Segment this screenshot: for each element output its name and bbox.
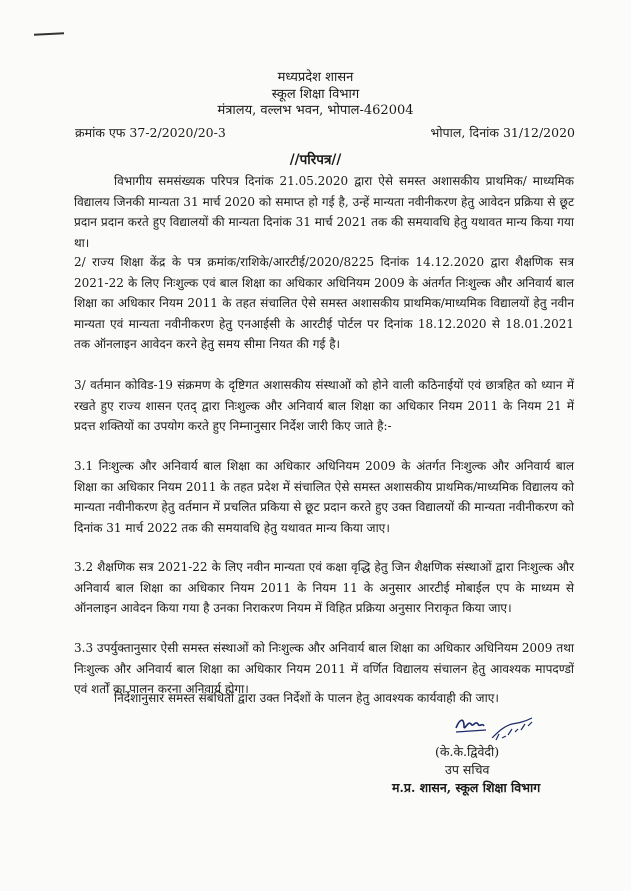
paragraph-3-2: 3.2 शैक्षणिक सत्र 2021-22 के लिए नवीन मान्यता एवं कक्षा वृद्धि हेतु जिन शैक्षणिक संस्थाओं द्वारा निःशुल्क और अनिवार्य बाल शिक्षा का अधिकार नियम 2011 के नियम 11 के अनुसार आरटीई मोबाईल एप के माध्यम से ऑनलाइन आवेदन किया गया है उनका निराकरण नियम में विहित प्रक्रिया अनुसार निराकृत किया जाए। (74, 560, 574, 615)
paragraph-3-1: 3.1 निःशुल्क और अनिवार्य बाल शिक्षा का अधिकार अधिनियम 2009 के अंतर्गत निःशुल्क और अनिवार्य बाल शिक्षा का अधिकार नियम 2011 के तहत प्रदेश में संचालित ऐसे समस्त अशासकीय प्राथमिक/माध्यमिक विद्यालय को मान्यता नवीनीकरण हेतु वर्तमान में प्रचलित प्रकिया से छूट प्रदान करते हुए उक्त विद्यालयों की मान्यता नवीनीकरण को दिनांक 31 मार्च 2022 तक की समयावधि हेतु यथावत मान्य किया जाए। (74, 459, 574, 535)
paragraph-3-3: 3.3 उपर्युक्तानुसार ऐसी समस्त संस्थाओं को निःशुल्क और अनिवार्य बाल शिक्षा का अधिकार अधिनियम 2009 तथा निःशुल्क और अनिवार्य बाल शिक्षा का अधिकार नियम 2011 में वर्णित विद्यालय संचालन हेतु आवश्यक मापदण्डों एवं शर्तों का पालन करना अनिवार्य होगा। (74, 641, 574, 696)
letterhead-department: स्कूल शिक्षा विभाग (271, 86, 360, 102)
letterhead-government: मध्यप्रदेश शासन (277, 70, 354, 85)
signatory-name: (के.के.द्विवेदी) (435, 744, 500, 759)
pen-mark (34, 32, 64, 36)
letterhead-address: मंत्रालय, वल्लभ भवन, भोपाल-462004 (217, 103, 414, 118)
paragraph-2: 2/ राज्य शिक्षा केंद्र के पत्र क्रमांक/राशिके/आरटीई/2020/8225 दिनांक 14.12.2020 द्वारा शैक्षणिक सत्र 2021-22 के लिए निःशुल्क एवं बाल शिक्षा का अधिकार अधिनियम 2009 के अंतर्गत निःशुल्क और अनिवार्य बाल शिक्षा का अधिकार नियम 2011 के तहत संचालित ऐसे समस्त अशासकीय प्राथमिक/माध्यमिक विद्यालयों हेतु नवीन मान्यता एवं मान्यता नवीनीकरण हेतु एनआईसी के आरटीई पोर्टल पर दिनांक 18.12.2020 से 18.01.2021 तक ऑनलाइन आवेदन करने हेतु समय सीमा नियत की गई है। (74, 255, 574, 351)
letterhead (0, 70, 631, 120)
subject-heading: //परिपत्र// (289, 152, 342, 168)
paragraph-3: 3/ वर्तमान कोविड-19 संक्रमण के दृष्टिगत अशासकीय संस्थाओं को होने वाली कठिनाईयों एवं छात्रहित को ध्यान में रखते हुए राज्य शासन एतद् द्वारा निःशुल्क और अनिवार्य बाल शिक्षा का अधिकार नियम 2011 के नियम 21 में प्रदत्त शक्तियों का उपयोग करते हुए निम्नानुसार निर्देश जारी किए जाते है:- (74, 378, 574, 433)
paragraph-1: विभागीय समसंख्यक परिपत्र दिनांक 21.05.2020 द्वारा ऐसे समस्त अशासकीय प्राथमिक/ माध्यमिक विद्यालय जिनकी मान्यता 31 मार्च 2020 को समाप्त हो गई है, उन्हें मान्यता नवीनीकरण हेतु आवेदन प्रक्रिया से छूट प्रदान प्रदान करते हुए विद्यालयों की मान्यता दिनांक 31 मार्च 2021 तक की समयावधि हेतु यथावत मान्य किया गया था। (74, 174, 574, 250)
handwritten-signature (452, 712, 542, 746)
reference-number: क्रमांक एफ 37-2/2020/20-3 (75, 125, 226, 140)
signature-block (380, 743, 580, 797)
place-date: भोपाल, दिनांक 31/12/2020 (430, 125, 575, 140)
signatory-designation: उप सचिव (445, 762, 490, 777)
paragraph-closing: निर्देशानुसार समस्त संबंधितों द्वारा उक्त निर्देशों के पालन हेतु आवश्यक कार्यवाही की जाए। (114, 691, 499, 705)
signatory-department: म.प्र. शासन, स्कूल शिक्षा विभाग (392, 780, 541, 795)
